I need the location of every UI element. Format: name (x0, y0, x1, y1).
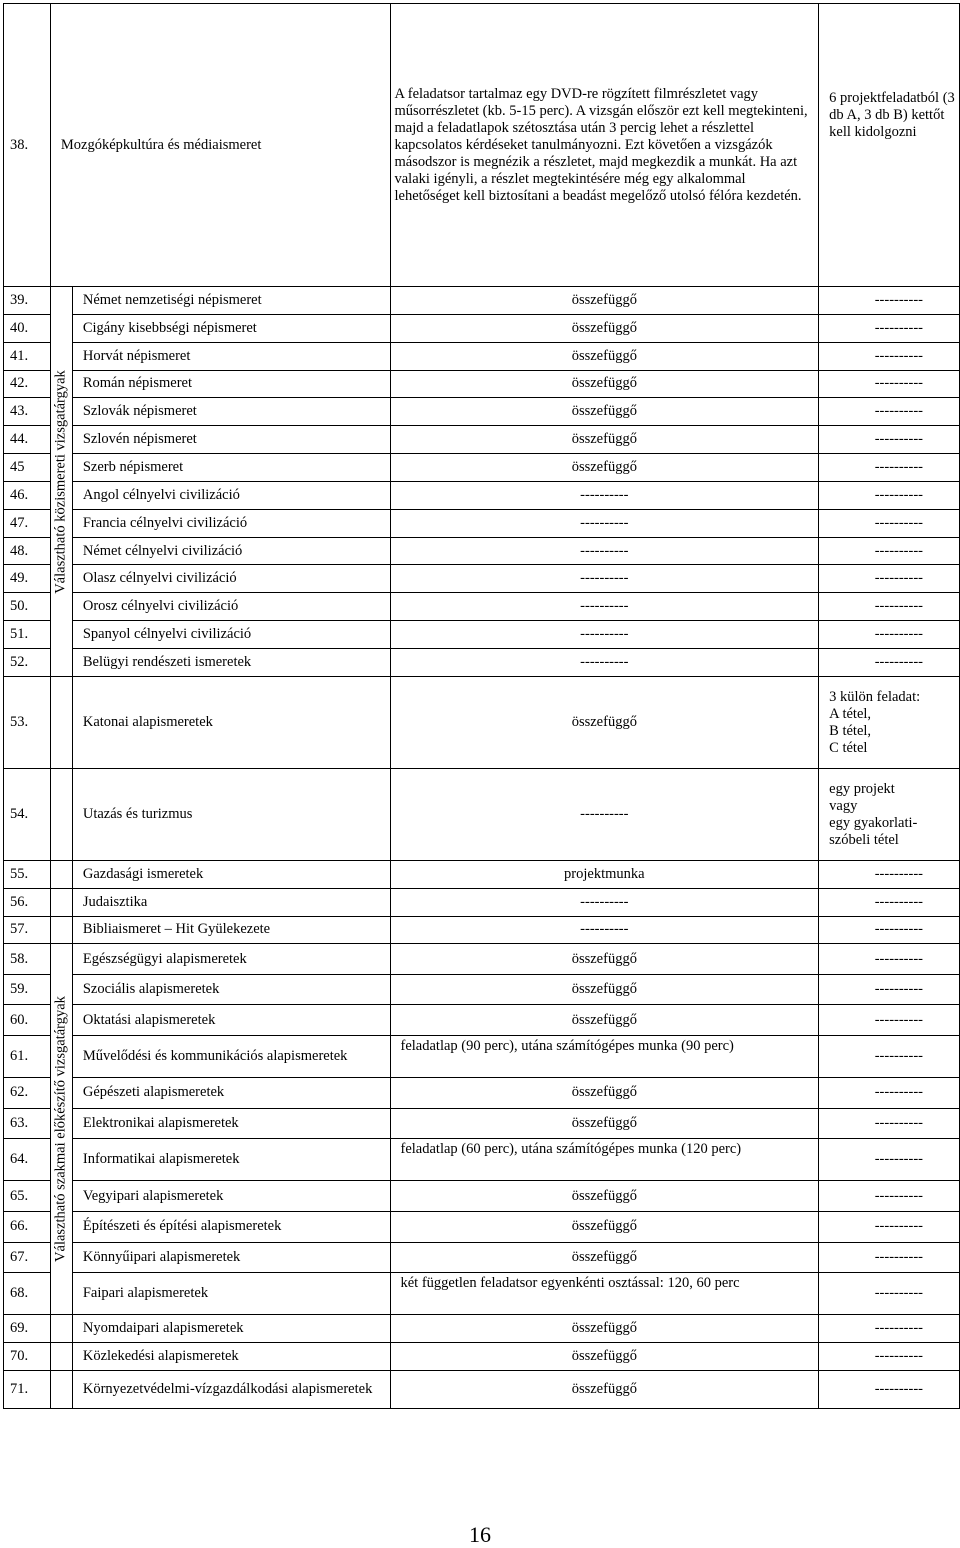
exam-note: ---------- (819, 1181, 960, 1212)
subject-name: Oktatási alapismeretek (72, 1005, 390, 1036)
row-number: 53. (4, 677, 51, 769)
exam-format: összefüggő (390, 426, 819, 454)
exam-format: ---------- (390, 509, 819, 537)
exam-format: összefüggő (390, 342, 819, 370)
table-row (4, 1211, 960, 1242)
note-line: A tétel, (829, 705, 872, 722)
exam-format: két független feladatsor egyenkénti osztással: 120, 60 perc (390, 1273, 819, 1315)
group-label-cell (50, 944, 72, 1315)
table-row (4, 1242, 960, 1273)
note-line: szóbeli tétel (829, 831, 899, 848)
row-number: 46. (4, 481, 51, 509)
note-line: egy projekt (829, 780, 895, 797)
table-row (4, 509, 960, 537)
subject-name: Mozgóképkultúra és médiaismeret (50, 4, 390, 287)
subject-name: Judaisztika (72, 888, 390, 916)
exam-format: ---------- (390, 565, 819, 593)
subject-name: Szlovén népismeret (72, 426, 390, 454)
group-label-cell (50, 1343, 72, 1371)
subject-name: Katonai alapismeretek (72, 677, 390, 769)
exam-format: feladatlap (90 perc), utána számítógépes munka (90 perc) (390, 1035, 819, 1077)
note-line: B tétel, (829, 722, 872, 739)
subject-name: Elektronikai alapismeretek (72, 1108, 390, 1139)
group-label-cell (50, 769, 72, 861)
exam-format: feladatlap (60 perc), utána számítógépes munka (120 perc) (390, 1139, 819, 1181)
exam-note: ---------- (819, 426, 960, 454)
exam-format: összefüggő (390, 398, 819, 426)
note-line: C tétel (829, 739, 868, 756)
table-row (4, 342, 960, 370)
exam-subjects-table (3, 3, 960, 1409)
group-label-wrap (51, 287, 72, 676)
table-row (4, 648, 960, 676)
subject-name: Gazdasági ismeretek (72, 861, 390, 889)
table-row (4, 621, 960, 649)
exam-format: összefüggő (390, 1005, 819, 1036)
exam-note: ---------- (819, 593, 960, 621)
subject-name: Művelődési és kommunikációs alapismeretek (72, 1035, 390, 1077)
table-row (4, 1078, 960, 1109)
exam-format: összefüggő (390, 944, 819, 975)
subject-name: Német célnyelvi civilizáció (72, 537, 390, 565)
table-row (4, 888, 960, 916)
exam-note: ---------- (819, 1370, 960, 1408)
subject-name: Belügyi rendészeti ismeretek (72, 648, 390, 676)
subject-name: Bibliaismeret – Hit Gyülekezete (72, 916, 390, 944)
table-row (4, 1139, 960, 1181)
exam-note: ---------- (819, 370, 960, 398)
exam-format: összefüggő (390, 1078, 819, 1109)
exam-format: összefüggő (390, 314, 819, 342)
row-number: 52. (4, 648, 51, 676)
exam-note: ---------- (819, 287, 960, 315)
exam-note: ---------- (819, 916, 960, 944)
table-row (4, 916, 960, 944)
table-row (4, 287, 960, 315)
row-number: 55. (4, 861, 51, 889)
exam-format: ---------- (390, 481, 819, 509)
row-number: 49. (4, 565, 51, 593)
row-number: 43. (4, 398, 51, 426)
table-row (4, 370, 960, 398)
group-label-cell (50, 287, 72, 677)
exam-format: ---------- (390, 648, 819, 676)
group-label-cell (50, 916, 72, 944)
row-number: 59. (4, 974, 51, 1005)
note-line: vagy (829, 797, 858, 814)
table-row (4, 537, 960, 565)
group-label-cell (50, 861, 72, 889)
exam-note: ---------- (819, 1005, 960, 1036)
table-row (4, 4, 960, 287)
row-number: 61. (4, 1035, 51, 1077)
exam-format: összefüggő (390, 1242, 819, 1273)
table-row (4, 1108, 960, 1139)
exam-format: ---------- (390, 537, 819, 565)
exam-note: ---------- (819, 454, 960, 482)
row-number: 56. (4, 888, 51, 916)
subject-name: Spanyol célnyelvi civilizáció (72, 621, 390, 649)
exam-note: ---------- (819, 1211, 960, 1242)
subject-name: Orosz célnyelvi civilizáció (72, 593, 390, 621)
row-number: 67. (4, 1242, 51, 1273)
table-row (4, 1370, 960, 1408)
row-number: 48. (4, 537, 51, 565)
table-row (4, 769, 960, 861)
group-label: Választható közismereti vizsgatárgyak (52, 369, 69, 594)
exam-note: ---------- (819, 1078, 960, 1109)
group-label-wrap (51, 944, 72, 1314)
subject-name: Utazás és turizmus (72, 769, 390, 861)
group-label-cell (50, 888, 72, 916)
row-number: 58. (4, 944, 51, 975)
subject-name: Cigány kisebbségi népismeret (72, 314, 390, 342)
exam-note: ---------- (819, 1315, 960, 1343)
exam-note: ---------- (819, 314, 960, 342)
exam-format: összefüggő (390, 370, 819, 398)
exam-format: összefüggő (390, 974, 819, 1005)
exam-format: összefüggő (390, 1181, 819, 1212)
subject-name: Szlovák népismeret (72, 398, 390, 426)
subject-name: Horvát népismeret (72, 342, 390, 370)
row-number: 66. (4, 1211, 51, 1242)
table-row (4, 426, 960, 454)
group-label-cell (50, 1315, 72, 1343)
table-row (4, 944, 960, 975)
exam-note: ---------- (819, 888, 960, 916)
subject-name: Építészeti és építési alapismeretek (72, 1211, 390, 1242)
exam-format: összefüggő (390, 1315, 819, 1343)
subject-name: Német nemzetiségi népismeret (72, 287, 390, 315)
row-number: 47. (4, 509, 51, 537)
row-number: 57. (4, 916, 51, 944)
exam-format: ---------- (390, 769, 819, 861)
subject-name: Francia célnyelvi civilizáció (72, 509, 390, 537)
subject-name: Könnyűipari alapismeretek (72, 1242, 390, 1273)
exam-format: ---------- (390, 621, 819, 649)
exam-format: ---------- (390, 916, 819, 944)
page-number: 16 (469, 1522, 491, 1547)
table-row (4, 481, 960, 509)
note-line: 3 külön feladat: (829, 688, 921, 705)
exam-format: összefüggő (390, 1343, 819, 1371)
row-number: 70. (4, 1343, 51, 1371)
table-row (4, 1181, 960, 1212)
exam-note: ---------- (819, 1108, 960, 1139)
exam-note: ---------- (819, 621, 960, 649)
subject-name: Egészségügyi alapismeretek (72, 944, 390, 975)
exam-format: ---------- (390, 593, 819, 621)
exam-note: ---------- (819, 1035, 960, 1077)
subject-name: Szerb népismeret (72, 454, 390, 482)
subject-name: Faipari alapismeretek (72, 1273, 390, 1315)
group-label-cell (50, 1370, 72, 1408)
table-row (4, 565, 960, 593)
exam-note: 6 projektfeladatból (3 db A, 3 db B) kettőt kell kidolgozni (819, 4, 960, 287)
exam-note: ---------- (819, 1139, 960, 1181)
subject-name: Környezetvédelmi-vízgazdálkodási alapismeretek (72, 1370, 390, 1408)
subject-name: Gépészeti alapismeretek (72, 1078, 390, 1109)
row-number: 65. (4, 1181, 51, 1212)
table-row (4, 593, 960, 621)
exam-note: ---------- (819, 342, 960, 370)
row-number: 62. (4, 1078, 51, 1109)
exam-note: ---------- (819, 565, 960, 593)
table-row (4, 1273, 960, 1315)
note-line: egy gyakorlati- (829, 814, 918, 831)
table-row (4, 314, 960, 342)
subject-name: Közlekedési alapismeretek (72, 1343, 390, 1371)
exam-format: összefüggő (390, 677, 819, 769)
row-number: 71. (4, 1370, 51, 1408)
group-label: Választható szakmai előkészítő vizsgatárgyak (52, 996, 69, 1263)
row-number: 39. (4, 287, 51, 315)
exam-description: A feladatsor tartalmaz egy DVD-re rögzített filmrészletet vagy műsorrészletet (kb. 5-15 perc). A vizsgán először ezt kell megtekinteni, majd a feladatlapok szétosztása után 3 percig lehet a részlettel kapcsolatos kérdéseket tanulmányozni. Ezt követően a vizsgázók másodszor is megnézik a részletet, majd megkezdik a munkát. Ha azt valaki igényli, a részlet megtekintésére még egy alkalommal lehetőséget kell biztosítani a beadást megelőző utolsó félóra kezdetén. (390, 4, 819, 287)
subject-name: Nyomdaipari alapismeretek (72, 1315, 390, 1343)
exam-format: összefüggő (390, 1211, 819, 1242)
row-number: 60. (4, 1005, 51, 1036)
table-row (4, 861, 960, 889)
row-number: 63. (4, 1108, 51, 1139)
table-row (4, 1343, 960, 1371)
table-row (4, 1005, 960, 1036)
exam-format: összefüggő (390, 287, 819, 315)
exam-format: ---------- (390, 888, 819, 916)
exam-note: ---------- (819, 861, 960, 889)
table-row (4, 1035, 960, 1077)
row-number: 50. (4, 593, 51, 621)
exam-note: ---------- (819, 944, 960, 975)
table-row (4, 398, 960, 426)
subject-name: Román népismeret (72, 370, 390, 398)
subject-name: Angol célnyelvi civilizáció (72, 481, 390, 509)
subject-name: Informatikai alapismeretek (72, 1139, 390, 1181)
subject-name: Olasz célnyelvi civilizáció (72, 565, 390, 593)
table-row (4, 974, 960, 1005)
table-row (4, 677, 960, 769)
table-row (4, 454, 960, 482)
row-number: 41. (4, 342, 51, 370)
row-number: 45 (4, 454, 51, 482)
exam-format: összefüggő (390, 454, 819, 482)
subject-name: Szociális alapismeretek (72, 974, 390, 1005)
exam-note: ---------- (819, 1242, 960, 1273)
exam-note: ---------- (819, 481, 960, 509)
exam-note (819, 769, 960, 861)
row-number: 68. (4, 1273, 51, 1315)
subject-name: Vegyipari alapismeretek (72, 1181, 390, 1212)
row-number: 38. (4, 4, 51, 287)
group-label-cell (50, 677, 72, 769)
exam-note (819, 677, 960, 769)
row-number: 42. (4, 370, 51, 398)
exam-note: ---------- (819, 398, 960, 426)
row-number: 40. (4, 314, 51, 342)
exam-note: ---------- (819, 974, 960, 1005)
exam-note: ---------- (819, 1343, 960, 1371)
row-number: 44. (4, 426, 51, 454)
exam-format: összefüggő (390, 1370, 819, 1408)
exam-note: ---------- (819, 537, 960, 565)
exam-note: ---------- (819, 648, 960, 676)
row-number: 54. (4, 769, 51, 861)
row-number: 69. (4, 1315, 51, 1343)
exam-format: összefüggő (390, 1108, 819, 1139)
table-row (4, 1315, 960, 1343)
exam-note: ---------- (819, 509, 960, 537)
exam-note: ---------- (819, 1273, 960, 1315)
exam-format: projektmunka (390, 861, 819, 889)
row-number: 51. (4, 621, 51, 649)
row-number: 64. (4, 1139, 51, 1181)
